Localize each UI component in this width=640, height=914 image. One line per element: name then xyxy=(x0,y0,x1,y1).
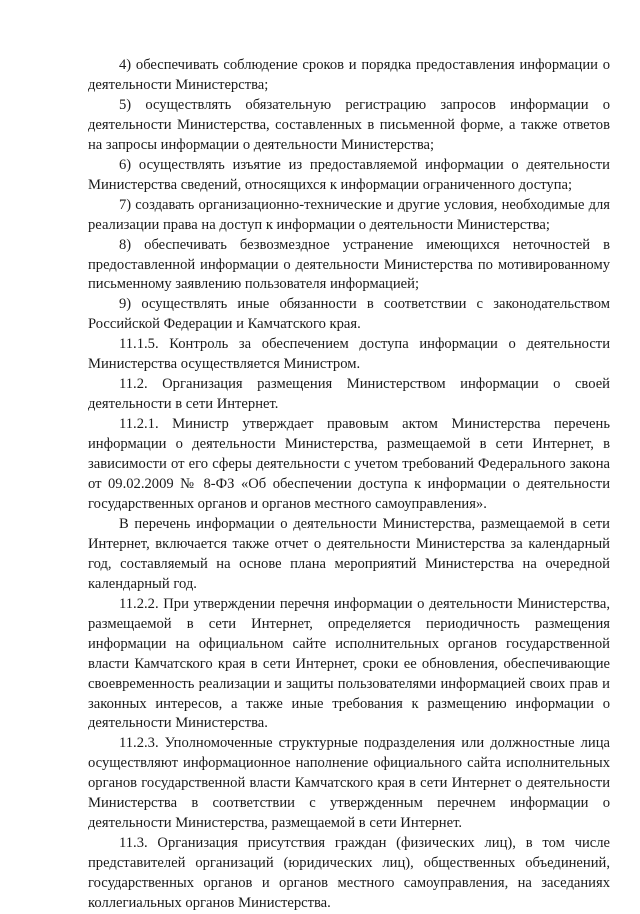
paragraph-report-list: В перечень информации о деятельности Министерства, размещаемой в сети Интернет, включается также отчет о деятельности Министерства за календарный год, составляемый на основе плана мероприятий Министерства на очередной календарный год. xyxy=(88,515,610,592)
paragraph-item-8: 8) обеспечивать безвозмездное устранение имеющихся неточностей в предоставленной информации о деятельности Министерства по мотивированному письменному заявлению пользователя информацией; xyxy=(88,236,610,293)
paragraph-item-4: 4) обеспечивать соблюдение сроков и порядка предоставления информации о деятельности Министерства; xyxy=(88,57,610,93)
paragraph-item-7: 7) создавать организационно-технические и другие условия, необходимые для реализации права на доступ к информации о деятельности Министерства; xyxy=(88,196,610,233)
paragraph-11-2: 11.2. Организация размещения Министерством информации о своей деятельности в сети Интернет. xyxy=(88,376,610,413)
paragraph-11-2-2: 11.2.2. При утверждении перечня информации о деятельности Министерства, размещаемой в сети Интернет, определяется периодичность размещения информации на официальном сайте исполнительных органов государственной власти Камчатского края в сети Интернет, сроки ее обновления, обеспечивающие своевременность реализации и защиты пользователями информацией своих прав и законных интересов, а также иные требования к размещению информации о деятельности Министерства. xyxy=(88,595,610,732)
paragraph-item-6: 6) осуществлять изъятие из предоставляемой информации о деятельности Министерства сведений, относящихся к информации ограниченного доступа; xyxy=(88,156,610,193)
paragraph-11-3: 11.3. Организация присутствия граждан (физических лиц), в том числе представителей организаций (юридических лиц), общественных объединений, государственных органов и органов местного самоуправления, на заседаниях коллегиальных органов Министерства. xyxy=(88,835,610,912)
paragraph-11-2-3: 11.2.3. Уполномоченные структурные подразделения или должностные лица осуществляют информационное наполнение официального сайта исполнительных органов государственной власти Камчатского края в сети Интернет о деятельности Министерства в соответствии с утвержденным перечнем информации о деятельности Министерства, размещаемой в сети Интернет. xyxy=(88,735,610,832)
paragraph-11-1-5: 11.1.5. Контроль за обеспечением доступа информации о деятельности Министерства осуществляется Министром. xyxy=(88,336,610,373)
paragraph-item-9: 9) осуществлять иные обязанности в соответствии с законодательством Российской Федерации и Камчатского края. xyxy=(88,296,610,333)
document-page xyxy=(88,56,610,914)
paragraph-item-5: 5) осуществлять обязательную регистрацию запросов информации о деятельности Министерства, составленных в письменной форме, а также ответов на запросы информации о деятельности Министерства; xyxy=(88,96,610,153)
paragraph-11-2-1: 11.2.1. Министр утверждает правовым актом Министерства перечень информации о деятельности Министерства, размещаемой в сети Интернет, в зависимости от его сферы деятельности с учетом требований Федерального закона от 09.02.2009 № 8-ФЗ «Об обеспечении доступа к информации о деятельности государственных органов и органов местного самоуправления». xyxy=(88,416,610,512)
